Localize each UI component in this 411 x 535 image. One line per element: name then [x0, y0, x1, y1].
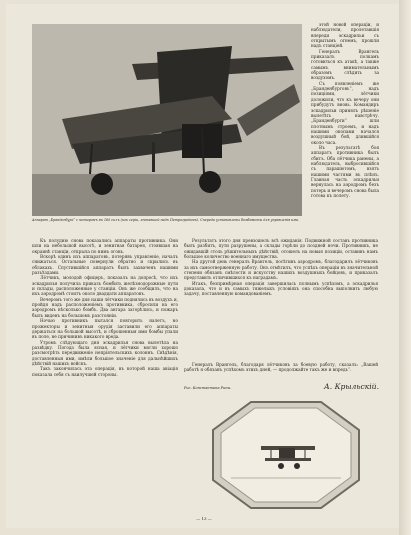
paragraph: Ночью противникъ пытался повторить налетъ, но прожекторы и зенитныя орудія заставили его аппараты держаться на большой высотѣ, и сброшенныя ими бомбы упали въ поле, не причинивъ никакого вреда.: [32, 318, 178, 340]
paragraph: На другой день генералъ Врангель, посѣтивъ аэродромъ, благодарилъ лётчиковъ за ихъ самоотверженную работу. Онъ отмѣтилъ, что успѣхъ операціи въ значительной степени обязанъ смѣлости и искусству нашихъ воздушныхъ бойцовъ, и приказалъ представить отличившихся къ наградамъ.: [184, 259, 378, 281]
page-number: — 13 —: [196, 516, 212, 521]
airplane-photo: [32, 24, 302, 216]
paragraph: этой новой операціи, и наблюдатели, пролетавшія впереди эскадрильи съ открытымъ огнемъ, прошли надъ станціей.: [311, 22, 379, 49]
paragraph: Къ полудню снова показались аппараты противника. Они шли на небольшой высотѣ, и зенитная батарея, стоявшая на окраинѣ станціи, открыла по нимъ огонь.: [32, 238, 178, 254]
paragraph: Генералъ Врангель, благодаря лётчиковъ за боевую работу, сказалъ: „Вашей работѣ я обязанъ успѣхомъ этихъ дней, — продолжайте такъ же и впредь“.: [184, 362, 378, 373]
closing-quote: [184, 362, 378, 382]
paragraph: Въ результатѣ боя аппаратъ противника былъ сбитъ. Оба лётчика ранены, а наблюдатель, выбросившійся съ парашютомъ, взятъ нашими частями въ плѣнъ. Главная часть эскадрильи вернулась на аэродромъ безъ потерь и вечеромъ снова была готова къ полету.: [311, 144, 379, 198]
article-column-middle: [184, 238, 378, 372]
paragraph: Съ появленіемъ же „Бранденбурговъ“, надъ позиціями, лётчики доложили, что къ вечеру они прибудутъ вновь. Командиръ эскадрильи принялъ рѣшеніе вылетѣть навстрѣчу. „Бранденбурги“ шли плотнымъ строемъ, и надъ нашими окопами начался воздушный бой, длившійся около часа.: [311, 80, 379, 145]
aircraft-sketch-image: [211, 400, 361, 510]
page-edge: [399, 0, 411, 535]
paragraph: Лётчикъ, молодой офицеръ, показалъ на допросѣ, что ихъ эскадрилья получила приказъ бомбить желѣзнодорожные пути и склады, расположенные у станціи. Онъ же сообщилъ, что на ихъ аэродромѣ стоитъ около двадцати аппаратовъ.: [32, 275, 178, 297]
author-signature: А. Крыльскій.: [324, 382, 379, 391]
paragraph: Итакъ, безпримѣрная операція завершилась полнымъ успѣхомъ, а эскадрилья доказала, что и въ самыхъ тяжелыхъ условіяхъ она способна выполнить любую задачу, поставленную командованіемъ.: [184, 280, 378, 297]
paragraph: Вскорѣ одинъ изъ аппаратовъ, потерявъ управленіе, началъ снижаться. Остальные повернули обратно и скрылись въ облакахъ. Спустившійся аппаратъ былъ захваченъ нашими разъѣздами.: [32, 254, 178, 276]
airplane-image: [32, 24, 302, 216]
paragraph: Результатъ этого дня превзошелъ всѣ ожиданія. Подвижной составъ противника былъ разбитъ, пути разрушены, а склады горѣли до поздней ночи. Противникъ, не ожидавшій столь рѣшительныхъ дѣйствій, отошелъ на новыя позиціи, оставивъ намъ большое количество военнаго имущества.: [184, 238, 378, 260]
photo-caption: Аппарат „Бранденбург“ с моторомъ въ 160 силъ (изъ серіи, лѣтавшей надъ Петроградомъ). Спереди установлены бомбометы для управленія ими.: [32, 218, 300, 222]
illustration-credit: Рис. Константина Рипы.: [184, 386, 232, 390]
paragraph: Утромъ слѣдующаго дня эскадрилья снова вылетѣла на развѣдку. Погода была ясная, и лётчики могли хорошо разсмотрѣть передвиженіе непріятельскихъ колоннъ. Свѣдѣнія, доставленныя ими, имѣли большое значеніе для дальнѣйшихъ дѣйствій нашихъ войскъ.: [32, 339, 178, 366]
paragraph: Такъ закончилась эта операція, въ которой наша авіація показала себя съ наилучшей стороны.: [32, 366, 178, 377]
paragraph: Вечеромъ того же дня наши лётчики поднялись въ воздухъ и, пройдя надъ расположеніемъ противника, сбросили на его аэродромъ нѣсколько бомбъ. Два ангара загорѣлись, и пожаръ былъ виденъ на большомъ разстояніи.: [32, 296, 178, 318]
octagonal-illustration: [211, 400, 361, 510]
page: [6, 4, 402, 528]
paragraph: Генералъ Врангель приказалъ полкамъ готовиться къ атакѣ, а также самымъ внимательнымъ образомъ слѣдить за воздухомъ.: [311, 48, 379, 81]
article-column-left: [32, 238, 178, 526]
